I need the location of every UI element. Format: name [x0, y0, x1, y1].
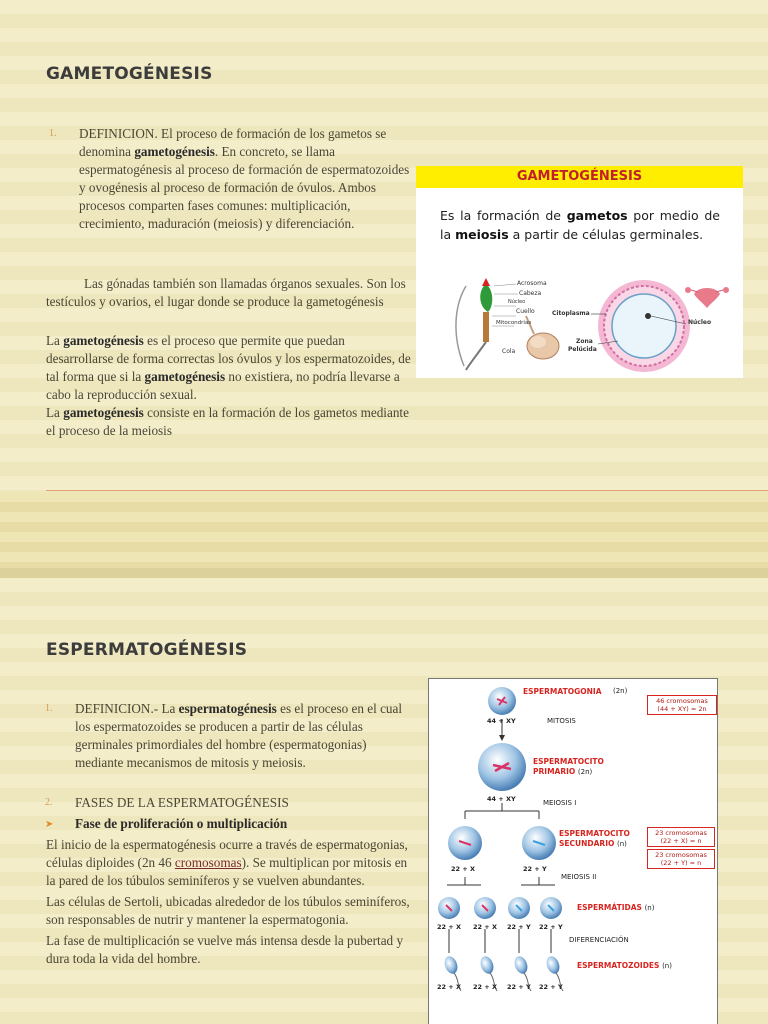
label-meiosis-1: MEIOSIS I	[543, 799, 577, 807]
text-run: Es la formación de	[440, 208, 567, 223]
spermatogenesis-diagram	[428, 678, 718, 1024]
text-run: . En concreto, se llama espermatogénesis al proceso de formación de espermatozoides y ovogénesis al proceso de formación de óvulos. Ambos procesos comparten fases comunes: multiplicación, crecimiento, maduración (meiosis) y diferenciación.	[79, 144, 410, 231]
text-run: DEFINICION. El proceso de formación de los gametos se denomina	[79, 126, 387, 159]
text-run: ESPERMATOCITO	[559, 829, 630, 838]
label-meiosis-2: MEIOSIS II	[561, 873, 597, 881]
label-espermatozoides	[577, 961, 672, 970]
text-run: El inicio de la espermatogénesis ocurre a través de espermatogonias, células diploides (2n 46	[46, 837, 408, 870]
label-secundario	[559, 829, 630, 849]
text-run: La	[46, 333, 64, 348]
paragraph-definition	[46, 332, 414, 440]
slide-footer-band	[0, 492, 768, 578]
list-number: 1.	[49, 128, 57, 139]
text-run: consiste en la formación de los gametos mediante el proceso de la meiosis	[46, 405, 409, 438]
label-karyotype: 22 + Y	[539, 923, 563, 931]
bold-term: gametogénesis	[63, 333, 144, 348]
text-run: ). Se multiplican por mitosis en la pared de los túbulos seminíferos y se vuelven abundantes.	[46, 855, 408, 888]
box-line: 46 cromosomas	[656, 697, 708, 705]
label-ploidy: (2n)	[613, 687, 628, 695]
label-ploidy: (n)	[662, 962, 672, 970]
figure-label: Cabeza	[519, 290, 542, 297]
label-primario	[533, 757, 604, 777]
text-run: ESPERMATOCITO	[533, 757, 604, 766]
box-line: 23 cromosomas	[655, 851, 707, 859]
label-karyotype: 44 + XY	[487, 795, 516, 803]
text-run: ESPERMÁTIDAS	[577, 903, 642, 912]
label-karyotype: 22 + Y	[539, 983, 563, 991]
text-run: La	[46, 405, 64, 420]
chromosome-box-23x	[647, 827, 715, 847]
label-espermatogonia: ESPERMATOGONIA	[523, 687, 602, 696]
label-karyotype: 22 + X	[451, 865, 476, 873]
figure-label: Cola	[502, 348, 516, 355]
list-number: 1.	[45, 703, 53, 714]
text-run: es el proceso que permite que puedan desarrollarse de forma correctas los óvulos y los espermatozoides, de tal forma que si la	[46, 333, 411, 384]
arrow-bullet-icon: ➤	[45, 819, 54, 830]
label-diferenciacion: DIFERENCIACIÓN	[569, 936, 629, 944]
label-ploidy: (n)	[644, 904, 655, 912]
figure-label: Núcleo	[508, 299, 526, 305]
paragraph-gonadas: Las gónadas también son llamadas órganos sexuales. Son los testículos y ovarios, el lugar donde se produce la gametogénesis	[46, 276, 406, 309]
label-karyotype: 22 + Y	[507, 983, 531, 991]
box-line: (22 + Y) = n	[660, 859, 702, 867]
ovum-icon	[591, 280, 690, 372]
figure-label: Pelúcida	[568, 346, 597, 353]
slide-title: ESPERMATOGÉNESIS	[46, 640, 248, 660]
box-line: (44 + XY) = 2n	[657, 705, 707, 713]
box-line: (22 + X) = n	[660, 837, 702, 845]
slide-title: GAMETOGÉNESIS	[46, 64, 213, 84]
bullet-item	[45, 815, 409, 833]
phases-heading: FASES DE LA ESPERMATOGÉNESIS	[75, 795, 289, 810]
label-karyotype: 22 + X	[437, 983, 462, 991]
label-karyotype: 44 + XY	[487, 717, 516, 725]
gametogenesis-figure	[416, 166, 743, 378]
text-run: DEFINICION.- La	[75, 701, 179, 716]
figure-title: GAMETOGÉNESIS	[516, 169, 643, 184]
chromosome-box-23y	[647, 849, 715, 869]
divider-line	[46, 490, 768, 491]
text-run: a partir de células germinales.	[508, 227, 704, 242]
bold-term: meiosis	[455, 227, 509, 242]
slide-separator	[0, 568, 768, 578]
text-run: ESPERMATOZOIDES	[577, 961, 660, 970]
label-espermatidas	[577, 903, 654, 912]
bold-term: gametogénesis	[134, 144, 215, 159]
text-run: SECUNDARIO	[559, 839, 615, 848]
label-ploidy: (2n)	[577, 768, 593, 776]
label-karyotype: 22 + Y	[507, 923, 531, 931]
bold-term: espermatogénesis	[178, 701, 277, 716]
text-run: PRIMARIO	[533, 767, 576, 776]
figure-label: Mitocondrias	[496, 320, 532, 326]
bold-term: gametos	[566, 208, 628, 223]
figure-label: Núcleo	[688, 319, 712, 326]
paragraph-pubertad: La fase de multiplicación se vuelve más intensa desde la pubertad y dura toda la vida del hombre.	[46, 933, 404, 966]
box-line: 23 cromosomas	[655, 829, 707, 837]
label-mitosis: MITOSIS	[547, 717, 576, 725]
bold-term: gametogénesis	[144, 369, 226, 384]
cromosomas-link[interactable]: cromosomas	[174, 855, 242, 870]
figure-label: Zona	[576, 338, 593, 345]
label-karyotype: 22 + X	[473, 983, 498, 991]
definition-item	[45, 700, 409, 772]
text-run: por medio de la	[440, 208, 720, 242]
figure-label: Acrosoma	[517, 280, 547, 287]
text-run: no existiera, no podría llevarse a cabo la reproducción sexual.	[46, 369, 400, 402]
body-paragraphs	[46, 836, 412, 968]
chromosome-box-46	[647, 695, 717, 715]
paragraph-sertoli: Las células de Sertoli, ubicadas alrededor de los túbulos seminíferos, son responsables de nutrir y mantener la espermatogonia.	[46, 894, 410, 927]
figure-label: Cuello	[516, 308, 535, 315]
bullet-text: Fase de proliferación o multiplicación	[75, 816, 288, 831]
definition-item	[49, 125, 412, 233]
list-number: 2.	[45, 797, 53, 808]
label-karyotype: 22 + X	[437, 923, 462, 931]
label-karyotype: 22 + X	[473, 923, 498, 931]
uterus-icon	[685, 287, 729, 308]
label-karyotype: 22 + Y	[523, 865, 547, 873]
figure-label: Citoplasma	[552, 310, 590, 317]
phases-item	[45, 794, 409, 812]
label-ploidy: (n)	[617, 840, 627, 848]
bold-term: gametogénesis	[63, 405, 144, 420]
text-run: es el proceso en el cual los espermatozoides se producen a partir de las células germinales primordiales del hombre (espermatogonias) mediante mecanismos de mitosis y meiosis.	[75, 701, 403, 770]
